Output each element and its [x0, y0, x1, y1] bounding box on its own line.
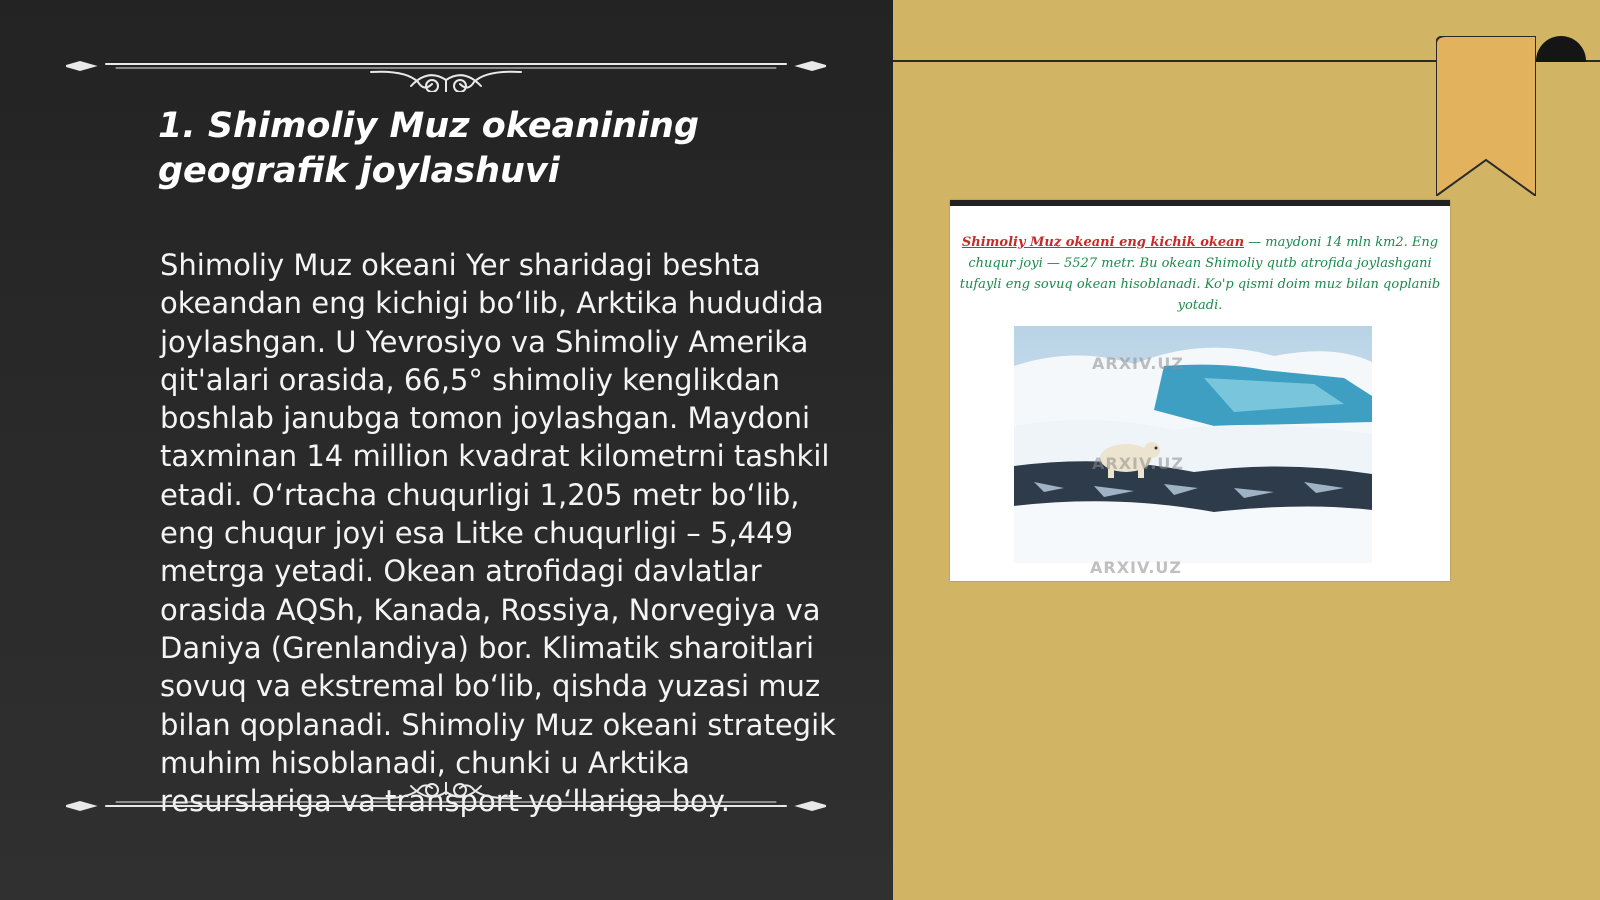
watermark-text: ARXIV.UZ [1092, 454, 1184, 473]
arctic-ocean-image-card [950, 200, 1450, 581]
bookmark-ribbon [1436, 36, 1536, 196]
polar-bear-ice-illustration [1014, 326, 1372, 563]
watermark-text: ARXIV.UZ [1092, 354, 1184, 373]
ornament-divider-top [66, 44, 826, 92]
image-caption [956, 232, 1444, 316]
watermark-text: ARXIV.UZ [1090, 558, 1182, 577]
ornament-divider-bottom [66, 782, 826, 830]
slide-title: 1. Shimoliy Muz okeanining geografik joylashuvi [158, 106, 699, 191]
image-caption-text: — maydoni 14 mln km2. Eng chuqur joyi — 5527 metr. Bu okean Shimoliy qutb atrofida joylashgani tufayli eng sovuq okean hisoblanadi. Ko'p qismi doim muz bilan qoplanib yotadi. [959, 235, 1441, 313]
polar-bear-ice-photo [1014, 326, 1372, 563]
image-caption-lead: Shimoliy Muz okeani eng kichik okean [961, 235, 1245, 250]
slide-body-paragraph: Shimoliy Muz okeani Yer sharidagi beshta okeandan eng kichigi bo‘lib, Arktika hududida joylashgan. U Yevrosiyo va Shimoliy Amerika qit'alari orasida, 66,5° shimoliy kenglikdan boshlab janubga tomon joylashgan. Maydoni taxminan 14 million kvadrat kilometrni tashkil etadi. O‘rtacha chuqurligi 1,205 metr bo‘lib, eng chuqur joyi esa Litke chuqurligi – 5,449 metrga yetadi. Okean atrofidagi davlatlar orasida AQSh, Kanada, Rossiya, Norvegiya va Daniya (Grenlandiya) bor. Klimatik sharoitlari sovuq va ekstremal bo‘lib, qishda yuzasi muz bilan qoplanadi. Shimoliy Muz okeani strategik muhim hisoblanadi, chunki u Arktika resurslariga va transport yo‘llariga boy. [160, 248, 836, 819]
